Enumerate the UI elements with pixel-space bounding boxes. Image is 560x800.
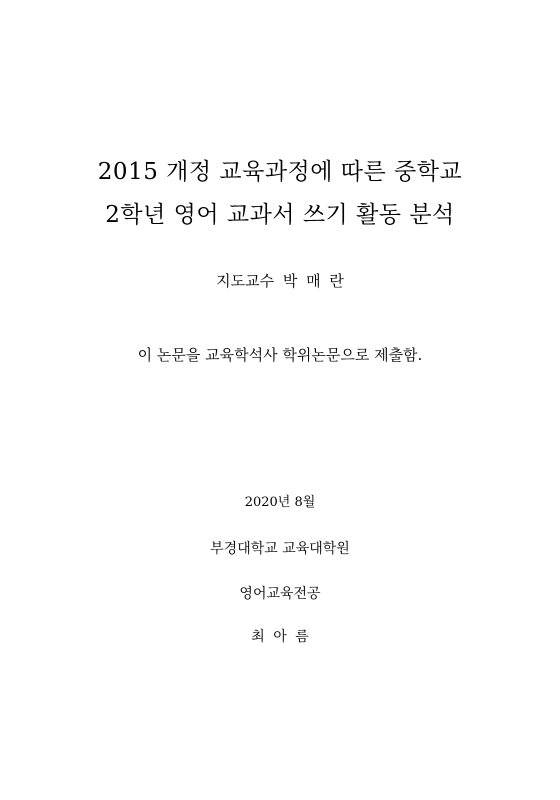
university-name: 부경대학교 교육대학원 xyxy=(210,541,350,557)
submission-statement: 이 논문을 교육학석사 학위논문으로 제출함. xyxy=(137,346,423,364)
advisor-name: 지도교수 박 매 란 xyxy=(216,272,344,290)
major-name: 영어교육전공 xyxy=(239,586,321,602)
author-name: 최 아 름 xyxy=(251,629,309,645)
thesis-title-line-1: 2015 개정 교육과정에 따른 중학교 xyxy=(97,159,463,185)
submission-date: 2020년 8월 xyxy=(244,495,316,510)
thesis-title-line-2: 2학년 영어 교과서 쓰기 활동 분석 xyxy=(105,202,455,228)
